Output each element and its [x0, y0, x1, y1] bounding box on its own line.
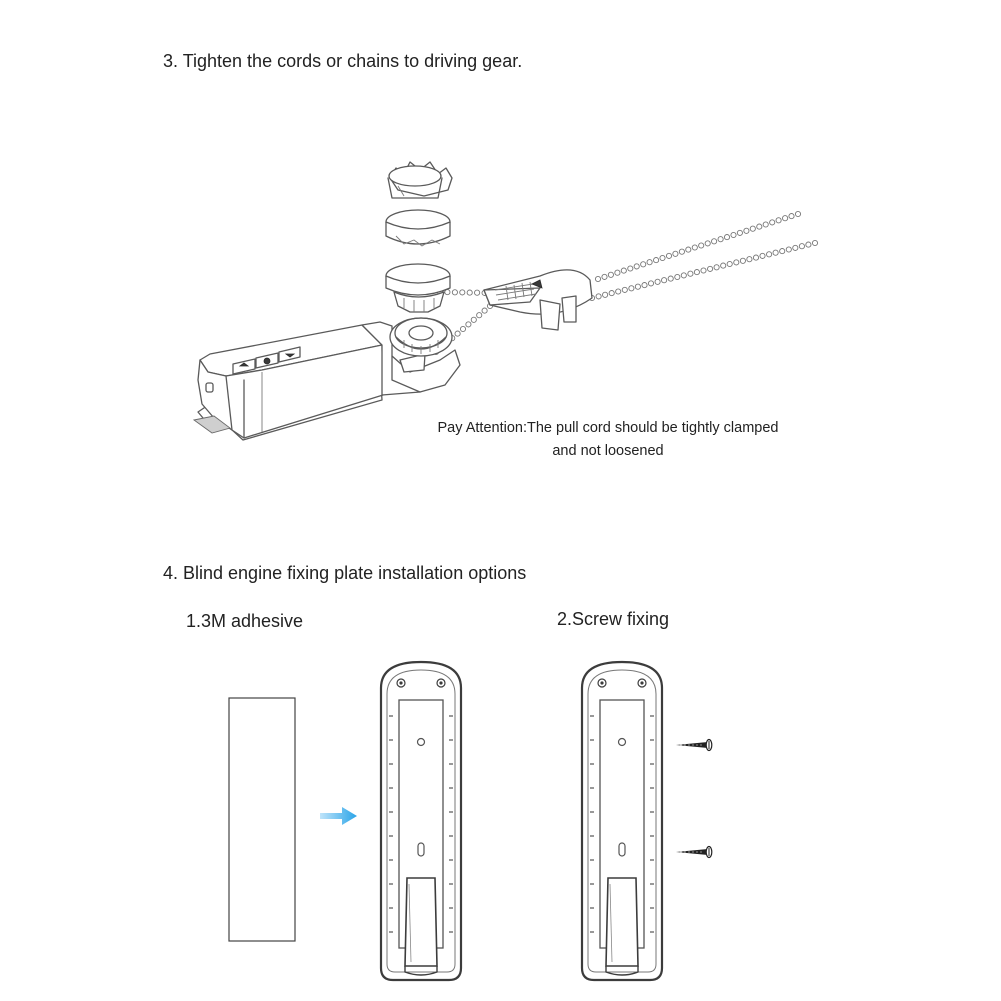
step3-title: 3. Tighten the cords or chains to driving gear.: [163, 51, 523, 71]
attention-note: [398, 417, 818, 463]
cover-disc-2: [386, 264, 450, 312]
chain-clip: [484, 270, 592, 330]
screw-icon-bottom: [676, 847, 712, 858]
bead-chains: [433, 211, 817, 354]
top-gear-part: [388, 162, 452, 198]
motor-gear-assembly-illustration: [0, 0, 1001, 480]
cover-disc-1: [386, 210, 450, 246]
attention-note-line-2: and not loosened: [552, 443, 664, 459]
mounting-plate-adhesive: [381, 662, 461, 980]
option-screw-label: 2.Screw fixing: [557, 609, 670, 629]
driving-gear: [390, 318, 452, 356]
mounting-plate-screw: [582, 662, 662, 980]
adhesive-strip: [229, 698, 295, 941]
attention-note-line-1: Pay Attention:The pull cord should be tightly clamped: [437, 420, 779, 436]
option-adhesive-label: 1.3M adhesive: [186, 611, 304, 631]
arrow-right-icon: [320, 807, 357, 825]
step4-title: 4. Blind engine fixing plate installation options: [163, 563, 527, 583]
screw-icon-top: [676, 740, 712, 751]
